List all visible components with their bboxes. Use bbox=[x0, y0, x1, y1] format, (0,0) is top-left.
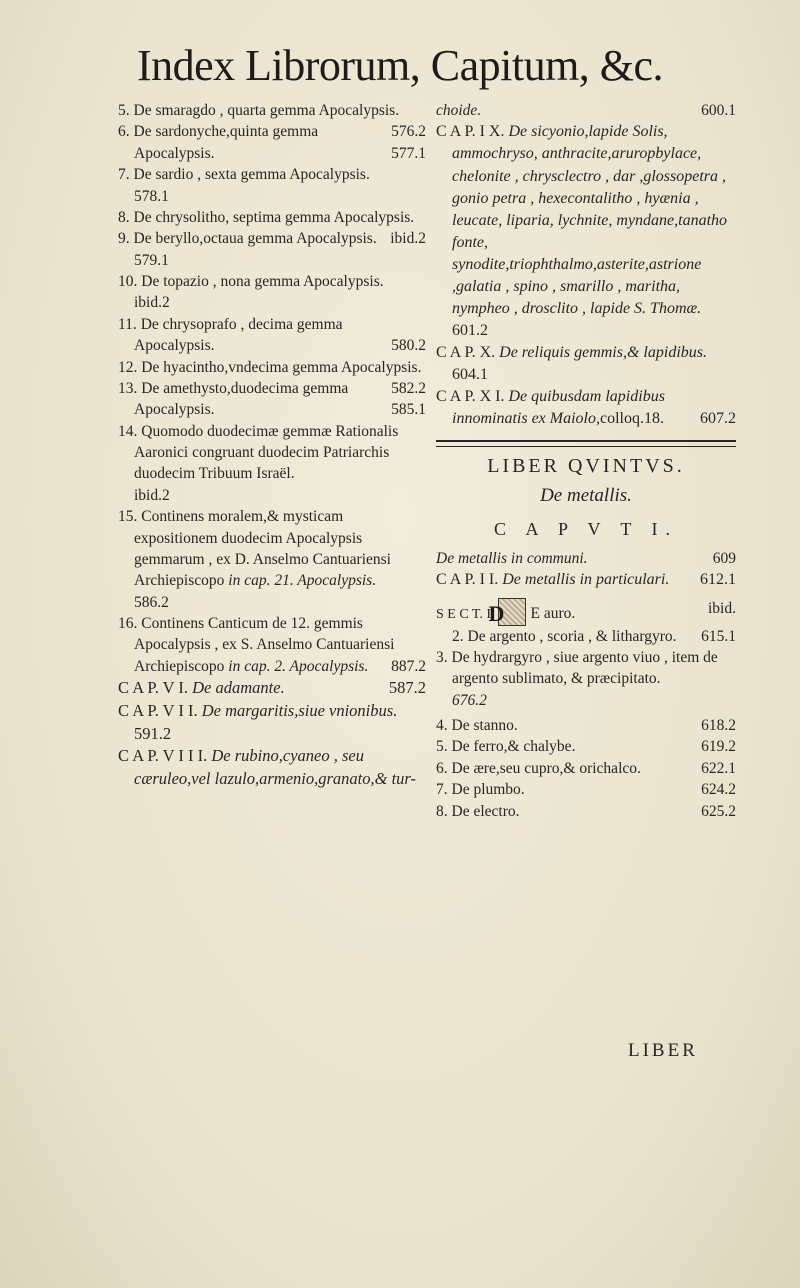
page-number: 577.1 bbox=[391, 144, 426, 162]
page-number: 625.2 bbox=[701, 802, 736, 820]
index-entry: 8. De chrysolitho, septima gemma Apocalypsis. ibid.2 bbox=[118, 207, 426, 228]
index-entry: 7. De sardio , sexta gemma Apocalypsis. 578.1 bbox=[118, 166, 370, 205]
catchword: LIBER bbox=[628, 1040, 698, 1061]
page-number: ibid.2 bbox=[134, 294, 170, 312]
chapter-entry: C A P. V I I. De margaritis,siue vnionibus. 591.2 bbox=[118, 700, 398, 743]
continued-entry: choide. 600.1 bbox=[436, 100, 736, 121]
chapter-entry: C A P. I I. De metallis in particulari. 612.1 bbox=[436, 569, 736, 591]
page-number: 578.1 bbox=[134, 187, 169, 205]
page-number: 624.2 bbox=[701, 781, 736, 799]
chapter-entry: De metallis in communi. 609 bbox=[436, 548, 736, 569]
section-entry: 4. De stanno. 618.2 bbox=[436, 715, 736, 736]
page-number: 607.2 bbox=[700, 410, 736, 428]
page-number: 618.2 bbox=[701, 717, 736, 735]
right-column bbox=[436, 100, 736, 822]
page-number: 609 bbox=[712, 550, 736, 568]
page-number: 582.2 bbox=[391, 379, 426, 397]
page-number: 580.2 bbox=[391, 337, 426, 355]
index-entry: 9. De beryllo,octaua gemma Apocalypsis. 579.1 bbox=[118, 230, 377, 269]
page-number: ibid. bbox=[708, 599, 736, 617]
page-number: 587.2 bbox=[388, 678, 426, 698]
section-entry: 2. De argento , scoria , & lithargyro. 615.1 bbox=[436, 626, 736, 647]
index-entry: 6. De sardonyche,quinta gemma Apocalypsis. 577.1 bbox=[118, 121, 426, 164]
page-number: 585.1 bbox=[391, 401, 426, 419]
book-heading: LIBER QVINTVS. bbox=[487, 455, 685, 478]
section-rule bbox=[436, 440, 736, 442]
section-entry: 5. De ferro,& chalybe. 619.2 bbox=[436, 736, 736, 757]
page-number: ibid.2 bbox=[134, 486, 170, 504]
page-number: ibid.2 bbox=[390, 230, 426, 248]
section-entry: 6. De ære,seu cupro,& orichalco. 622.1 bbox=[436, 758, 736, 779]
page-number: 586.2 bbox=[134, 593, 169, 611]
caput-heading: C A P V T I. bbox=[493, 519, 679, 540]
drop-cap-ornament: D bbox=[498, 598, 526, 626]
section-entry: 8. De electro. 625.2 bbox=[436, 801, 736, 822]
page-number: 612.1 bbox=[700, 571, 736, 589]
page-number: 615.1 bbox=[701, 627, 736, 645]
index-entry: 15. Continens moralem,& mysticam expositionem duodecim Apocalypsis gemmarum , ex D. Anselmo Cantuariensi Archiepiscopo in cap. 21. Apocalypsis. 586.2 bbox=[118, 508, 391, 611]
chapter-entry: C A P. I X. De sicyonio,lapide Solis, ammochryso, anthracite,aruropbylace, chelonite , chrysclectro , dar ,glossopetra , gonio petra , hexecontalitho , hyænia , leucate, liparia, lychnite, myndane,tanatho fonte, synodite,triophthalmo,asterite,astrione ,galatia , spino , smarillo , maritha, nympheo , drosclito , lapide S. Thomæ. 601.2 bbox=[436, 123, 728, 340]
page-number: 579.1 bbox=[134, 251, 169, 269]
chapter-entry: C A P. V I I I. De rubino,cyaneo , seu cæruleo,vel lazulo,armenio,granato,& tur- bbox=[118, 746, 416, 789]
page-number: 591.2 bbox=[134, 723, 172, 743]
page-number: 887.2 bbox=[391, 657, 426, 675]
index-entry: 10. De topazio , nona gemma Apocalypsis. ibid.2 bbox=[118, 273, 384, 312]
index-entry: 14. Quomodo duodecimæ gemmæ Rationalis Aaronici congruant duodecim Patriarchis duodecim Tribuum Israël. ibid.2 bbox=[118, 422, 399, 504]
chapter-entry: C A P. X I. De quibusdam lapidibus innominatis ex Maiolo,colloq.18. 607.2 bbox=[436, 386, 736, 430]
index-entry: 12. De hyacintho,vndecima gemma Apocalypsis. 582.2 bbox=[118, 357, 426, 378]
page-number: 600.1 bbox=[701, 102, 736, 119]
index-entry: 16. Continens Canticum de 12. gemmis Apocalypsis , ex S. Anselmo Cantuariensi Archiepiscopo in cap. 2. Apocalypsis. 887.2 bbox=[118, 613, 426, 677]
page-number: 601.2 bbox=[452, 322, 488, 340]
index-entry: 13. De amethysto,duodecima gemma Apocalypsis. 585.1 bbox=[118, 378, 426, 421]
index-entry: 5. De smaragdo , quarta gemma Apocalypsis. 576.2 bbox=[118, 100, 426, 121]
section-entry: 3. De hydrargyro , siue argento viuo , item de argento sublimato, & præcipitato. 676.2 bbox=[436, 648, 718, 709]
chapter-entry: C A P. V I. De adamante. 587.2 bbox=[118, 677, 426, 700]
book-subheading: De metallis. bbox=[540, 485, 632, 507]
index-entry: 11. De chrysoprafo , decima gemma Apocalypsis. 580.2 bbox=[118, 314, 426, 357]
page-number: 576.2 bbox=[391, 123, 426, 141]
section-entry: 7. De plumbo. 624.2 bbox=[436, 779, 736, 800]
page-number: 622.1 bbox=[701, 759, 736, 777]
section-rule-thin bbox=[436, 446, 736, 447]
page-title: Index Librorum, Capitum, &c. bbox=[136, 41, 664, 90]
chapter-entry: C A P. X. De reliquis gemmis,& lapidibus. 604.1 bbox=[436, 344, 707, 384]
page-number: 676.2 bbox=[452, 691, 487, 709]
page-number: 619.2 bbox=[701, 738, 736, 756]
left-column bbox=[118, 100, 426, 791]
section-entry: S E C T. I. D E auro. ibid. bbox=[436, 599, 736, 626]
page-number: 604.1 bbox=[452, 366, 488, 384]
